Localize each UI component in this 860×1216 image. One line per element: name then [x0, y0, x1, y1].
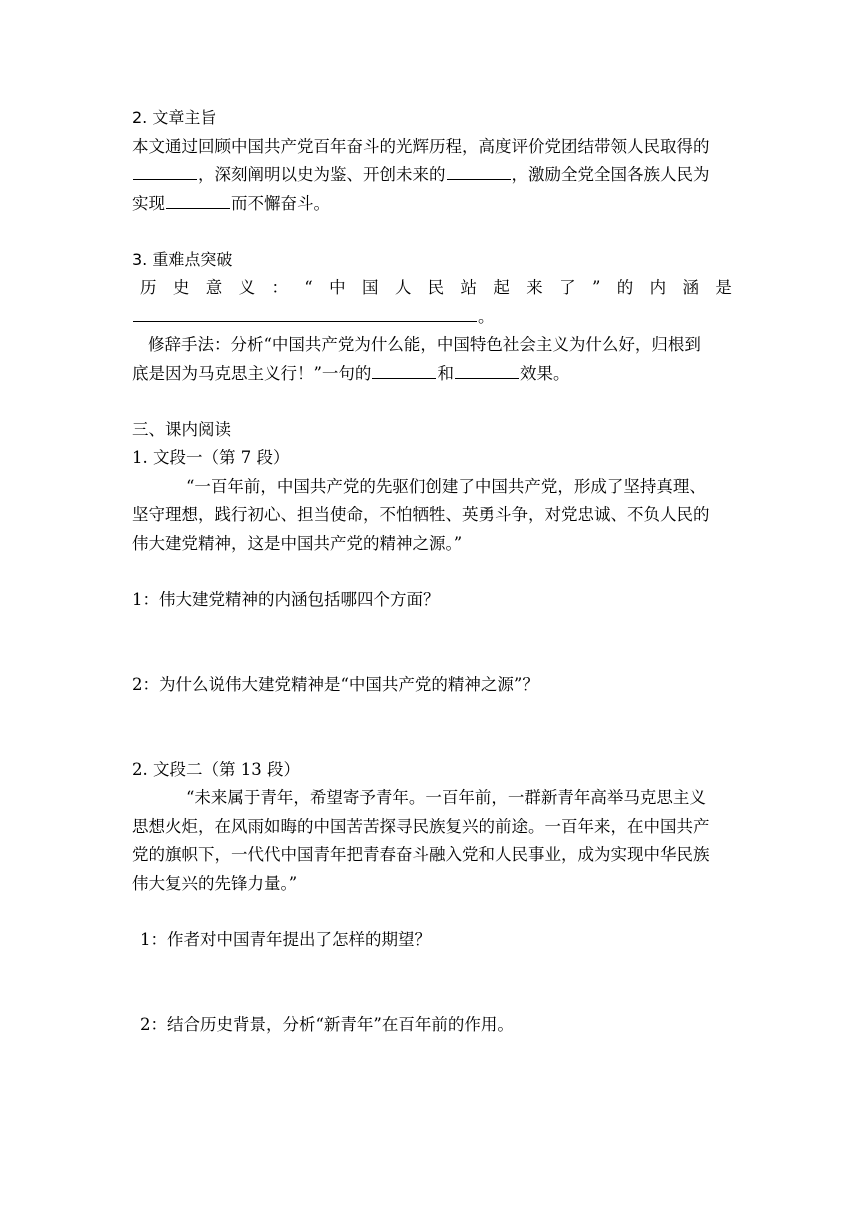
passage-line: “一百年前，中国共产党的先驱们创建了中国共产党，形成了坚持真理、: [186, 477, 706, 496]
fill-blank[interactable]: [133, 162, 197, 180]
section-heading-key-points: 3. 重难点突破: [132, 250, 233, 269]
section-heading-main-idea: 2. 文章主旨: [132, 108, 217, 127]
question: 2：结合历史背景，分析“新青年”在百年前的作用。: [140, 1015, 514, 1034]
char: 是: [715, 278, 732, 297]
text-fragment: ，激励全党全国各族人民为: [511, 165, 710, 184]
passage-title: 1. 文段一（第 7 段）: [132, 448, 290, 467]
passage-line: “未来属于青年，希望寄予青年。一百年前，一群新青年高举马克思主义: [186, 788, 706, 807]
passage-title: 2. 文段二（第 13 段）: [132, 760, 300, 779]
char: 站: [460, 278, 478, 297]
char: 起: [493, 278, 510, 297]
char: 国: [361, 278, 379, 297]
question: 1：伟大建党精神的内涵包括哪四个方面？: [132, 590, 440, 609]
passage-line: 坚守理想，践行初心、担当使命，不怕牺牲、英勇斗争，对党忠诚、不负人民的: [132, 505, 710, 524]
rhetoric-line: 修辞手法：分析“中国共产党为什么能，中国特色社会主义为什么好，归根到: [148, 335, 701, 354]
fill-blank[interactable]: [166, 191, 230, 209]
fill-blank[interactable]: [447, 162, 511, 180]
char: 人: [394, 278, 412, 297]
passage-line: 伟大建党精神，这是中国共产党的精神之源。”: [132, 534, 463, 553]
text-fragment: 。: [478, 307, 495, 326]
fill-blank-long[interactable]: [133, 304, 477, 322]
text-fragment: 和: [437, 364, 454, 383]
paragraph-line: [132, 189, 732, 218]
char: 史: [172, 278, 190, 297]
char: 来: [526, 278, 543, 297]
history-significance-line: [140, 273, 732, 302]
question: 1：作者对中国青年提出了怎样的期望？: [140, 930, 431, 949]
paragraph-line: 本文通过回顾中国共产党百年奋斗的光辉历程，高度评价党团结带领人民取得的: [132, 137, 710, 156]
rhetoric-line: [132, 359, 732, 388]
char: 内: [649, 278, 667, 297]
text-fragment: 效果。: [519, 364, 570, 383]
section-heading-reading: 三、课内阅读: [132, 420, 231, 439]
char: ”: [591, 278, 601, 297]
paragraph-line: [132, 302, 732, 331]
char: ：: [271, 278, 288, 297]
text-fragment: ，深刻阐明以史为鉴、开创未来的: [198, 165, 446, 184]
fill-blank[interactable]: [372, 361, 436, 379]
char: 的: [616, 278, 634, 297]
char: 中: [329, 278, 346, 297]
text-fragment: 实现: [132, 194, 165, 213]
char: “: [304, 278, 313, 297]
char: 了: [559, 278, 576, 297]
passage-line: 伟大复兴的先锋力量。”: [132, 874, 298, 893]
char: 义: [238, 278, 256, 297]
fill-blank[interactable]: [455, 361, 519, 379]
char: 民: [427, 278, 445, 297]
char: 意: [205, 278, 223, 297]
char: 历: [140, 278, 157, 297]
passage-line: 党的旗帜下，一代代中国青年把青春奋斗融入党和人民事业，成为实现中华民族: [132, 845, 710, 864]
text-fragment: 底是因为马克思主义行！”一句的: [132, 364, 372, 383]
paragraph-line: [132, 160, 732, 189]
question: 2：为什么说伟大建党精神是“中国共产党的精神之源”？: [132, 675, 539, 694]
char: 涵: [682, 278, 699, 297]
text-fragment: 而不懈奋斗。: [231, 194, 330, 213]
passage-line: 思想火炬，在风雨如晦的中国苦苦探寻民族复兴的前途。一百年来，在中国共产: [132, 817, 710, 836]
